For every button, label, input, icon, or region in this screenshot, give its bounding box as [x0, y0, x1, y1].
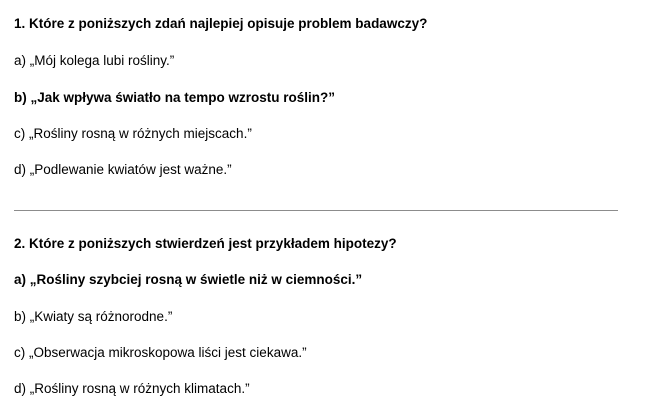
question-1-option-b: b) „Jak wpływa światło na tempo wzrostu roślin?” [14, 90, 336, 105]
question-2-title: 2. Które z poniższych stwierdzeń jest przykładem hipotezy? [14, 236, 397, 251]
question-1-option-c: c) „Rośliny rosną w różnych miejscach.” [14, 126, 252, 141]
question-2-option-a: a) „Rośliny szybciej rosną w świetle niż w ciemności.” [14, 272, 363, 287]
question-2-option-c: c) „Obserwacja mikroskopowa liści jest ciekawa.” [14, 345, 307, 360]
question-2-option-d: d) „Rośliny rosną w różnych klimatach.” [14, 381, 250, 396]
question-1-option-a: a) „Mój kolega lubi rośliny.” [14, 53, 175, 68]
question-1-title: 1. Które z poniższych zdań najlepiej opisuje problem badawczy? [14, 16, 428, 31]
section-divider [14, 210, 618, 211]
question-1-option-d: d) „Podlewanie kwiatów jest ważne.” [14, 162, 232, 177]
question-2-option-b: b) „Kwiaty są różnorodne.” [14, 309, 173, 324]
